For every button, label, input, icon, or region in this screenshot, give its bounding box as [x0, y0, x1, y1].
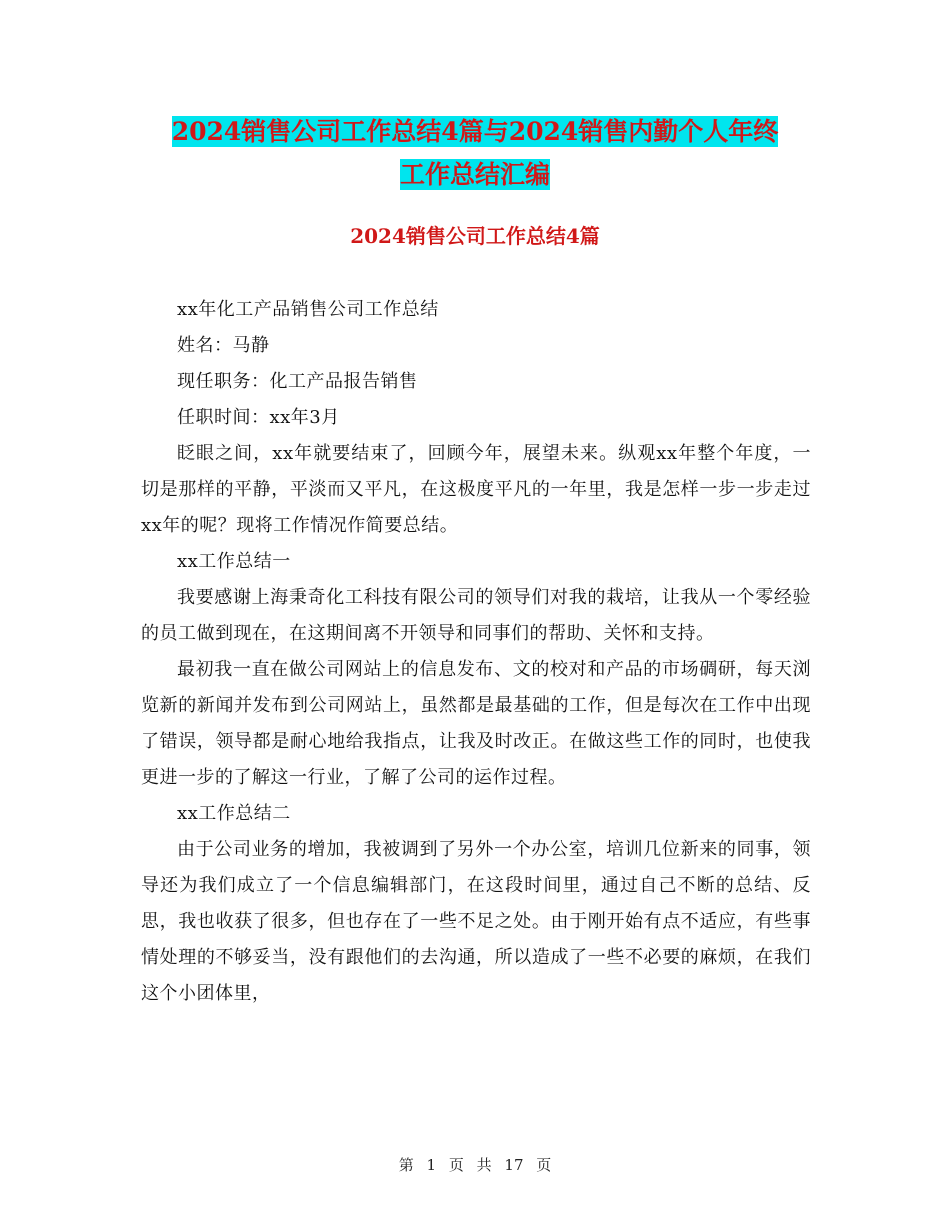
- document-title-line-1: [0, 112, 950, 152]
- paragraph: 眨眼之间，xx年就要结束了，回顾今年，展望未来。纵观xx年整个年度，一切是那样的平静，平淡而又平凡，在这极度平凡的一年里，我是怎样一步一步走过xx年的呢？现将工作情况作简要总结。: [141, 443, 811, 536]
- footer-label-page: 第: [398, 1156, 414, 1174]
- document-title-line-2: [0, 155, 950, 195]
- paragraph: xx工作总结一: [177, 551, 291, 572]
- paragraph: xx工作总结二: [177, 803, 291, 824]
- footer-label-unit: 页: [448, 1156, 464, 1174]
- section-title: 2024销售公司工作总结4篇: [350, 224, 600, 248]
- paragraph: 任职时间：xx年3月: [177, 407, 340, 428]
- paragraph: xx年化工产品销售公司工作总结: [177, 299, 439, 320]
- document-title-text-2: 工作总结汇编: [399, 160, 550, 189]
- footer-total-pages: 17: [504, 1156, 524, 1174]
- paragraph: 由于公司业务的增加，我被调到了另外一个办公室，培训几位新来的同事，领导还为我们成立了一个信息编辑部门，在这段时间里，通过自己不断的总结、反思，我也收获了很多，但也存在了一些不足之处。由于刚开始有点不适应，有些事情处理的不够妥当，没有跟他们的去沟通，所以造成了一些不必要的麻烦，在我们这个小团体里，: [141, 839, 811, 1004]
- footer-current-page: 1: [426, 1156, 437, 1174]
- document-body: [141, 292, 811, 1012]
- paragraph: 最初我一直在做公司网站上的信息发布、文的校对和产品的市场碉研，每天浏览新的新闻并发布到公司网站上，虽然都是最基础的工作，但是每次在工作中出现了错误，领导都是耐心地给我指点，让我及时改正。在做这些工作的同时，也使我更进一步的了解这一行业，了解了公司的运作过程。: [141, 659, 811, 788]
- paragraph: 我要感谢上海秉奇化工科技有限公司的领导们对我的栽培，让我从一个零经验的员工做到现在，在这期间离不开领导和同事们的帮助、关怀和支持。: [141, 587, 811, 644]
- footer-label-total: 共: [476, 1156, 492, 1174]
- paragraph: 姓名：马静: [177, 335, 270, 356]
- document-title-text-1: 2024销售公司工作总结4篇与2024销售内勤个人年终: [171, 117, 779, 146]
- page-footer: [0, 1154, 950, 1175]
- paragraph: 现任职务：化工产品报告销售: [177, 371, 418, 392]
- footer-label-unit-2: 页: [536, 1156, 552, 1174]
